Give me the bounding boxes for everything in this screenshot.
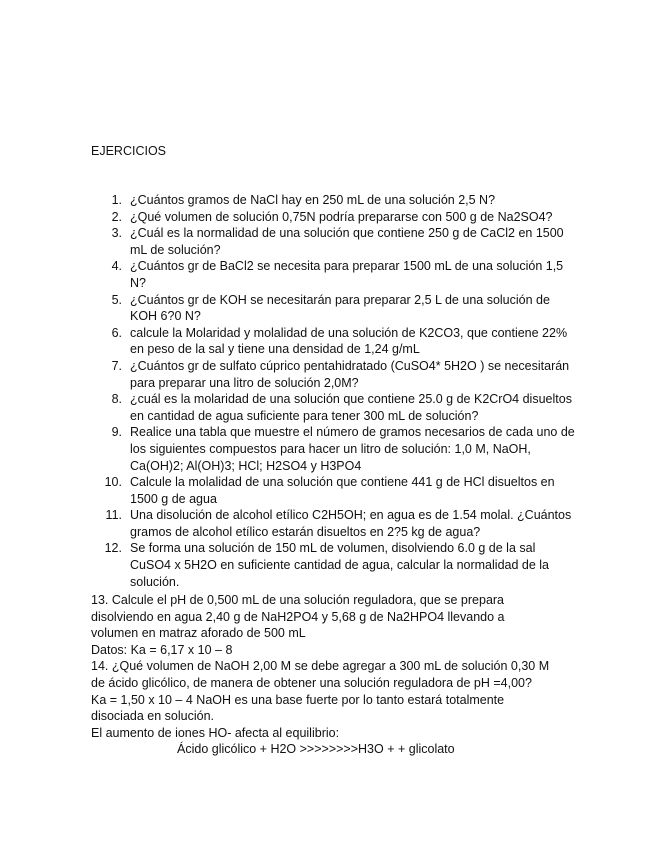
exercise-text: ¿Cuál es la normalidad de una solución que contiene 250 g de CaCl2 en 1500 mL de solución? xyxy=(130,226,564,257)
exercise-text: ¿Qué volumen de solución 0,75N podría prepararse con 500 g de Na2SO4? xyxy=(130,209,553,224)
exercise-14-line: de ácido glicólico, de manera de obtener una solución reguladora de pH =4,00? xyxy=(91,675,532,690)
exercise-number: 9. xyxy=(111,425,122,440)
exercise-number: 11. xyxy=(105,508,122,523)
exercise-number: 3. xyxy=(111,226,122,241)
exercise-text: calcule la Molaridad y molalidad de una solución de K2CO3, que contiene 22% en peso de la sal y tiene una densidad de 1,24 g/mL xyxy=(130,325,568,357)
exercise-text: ¿Cuántos gramos de NaCl hay en 250 mL de una solución 2,5 N? xyxy=(130,193,496,207)
exercise-text: Realice una tabla que muestre el número de gramos necesarios de cada uno de los siguientes compuestos para hacer un litro de solución: 1,0 M, NaOH, Ca(OH)2; Al(OH)3; HCl; H2SO4 y H3PO4 xyxy=(130,425,575,473)
exercise-item xyxy=(0,540,575,590)
exercise-text: Una disolución de alcohol etílico C2H5OH; en agua es de 1.54 molal. ¿Cuántos gramos de alcohol etílico estarán disueltos en 2?5 kg de agua? xyxy=(130,508,572,539)
document-title: EJERCICIOS xyxy=(91,144,167,158)
exercise-number: 12. xyxy=(104,541,122,556)
exercise-13-data: Datos: Ka = 6,17 x 10 – 8 xyxy=(91,642,233,657)
exercise-text: Calcule la molalidad de una solución que contiene 441 g de HCl disueltos en 1500 g de agua xyxy=(130,475,555,506)
exercise-item xyxy=(0,209,575,226)
exercise-item xyxy=(0,292,575,325)
exercise-item xyxy=(0,258,575,291)
exercise-item xyxy=(0,325,575,358)
exercise-item xyxy=(0,192,575,209)
exercise-14-data: Ka = 1,50 x 10 – 4 NaOH es una base fuerte por lo tanto estará totalmente xyxy=(91,692,505,707)
exercise-13-line: volumen en matraz aforado de 500 mL xyxy=(91,626,306,641)
exercise-14-line: El aumento de iones HO- afecta al equilibrio: xyxy=(91,725,340,740)
exercise-item xyxy=(0,225,575,258)
exercise-number: 6. xyxy=(111,325,122,340)
exercise-item xyxy=(0,474,575,507)
exercise-number: 1. xyxy=(111,193,122,207)
exercise-13-line: disolviendo en agua 2,40 g de NaH2PO4 y 5,68 g de Na2HPO4 llevando a xyxy=(91,609,505,624)
exercise-14-line: 14. ¿Qué volumen de NaOH 2,00 M se debe agregar a 300 mL de solución 0,30 M xyxy=(91,659,550,674)
additional-exercises xyxy=(91,592,581,758)
exercise-item xyxy=(0,424,575,474)
exercise-number: 5. xyxy=(111,292,122,307)
exercise-text: Se forma una solución de 150 mL de volumen, disolviendo 6.0 g de la sal CuSO4 x 5H2O en suficiente cantidad de agua, calcular la normalidad de la solución. xyxy=(130,541,550,589)
exercise-number: 4. xyxy=(111,259,122,274)
exercise-list xyxy=(0,192,655,590)
exercise-item xyxy=(0,391,575,424)
exercise-item xyxy=(0,507,575,540)
exercise-text: ¿Cuántos gr de BaCl2 se necesita para preparar 1500 mL de una solución 1,5 N? xyxy=(130,259,564,290)
exercise-14-line: disociada en solución. xyxy=(91,709,214,724)
exercise-number: 2. xyxy=(111,209,122,224)
exercise-text: ¿Cuántos gr de sulfato cúprico pentahidratado (CuSO4* 5H2O ) se necesitarán para preparar una litro de solución 2,0M? xyxy=(130,358,570,390)
exercise-item xyxy=(0,358,575,391)
exercise-number: 8. xyxy=(111,392,122,407)
exercise-text: ¿cuál es la molaridad de una solución que contiene 25.0 g de K2CrO4 disueltos en cantidad de agua suficiente para tener 300 mL de solución? xyxy=(130,392,572,423)
exercise-number: 10. xyxy=(104,475,122,490)
exercise-number: 7. xyxy=(111,358,122,373)
exercise-13-line: 13. Calcule el pH de 0,500 mL de una solución reguladora, que se prepara xyxy=(91,593,505,607)
exercise-text: ¿Cuántos gr de KOH se necesitarán para preparar 2,5 L de una solución de KOH 6?0 N? xyxy=(130,292,550,324)
equilibrium-equation: Ácido glicólico + H2O >>>>>>>>H3O + + glicolato xyxy=(177,742,455,757)
